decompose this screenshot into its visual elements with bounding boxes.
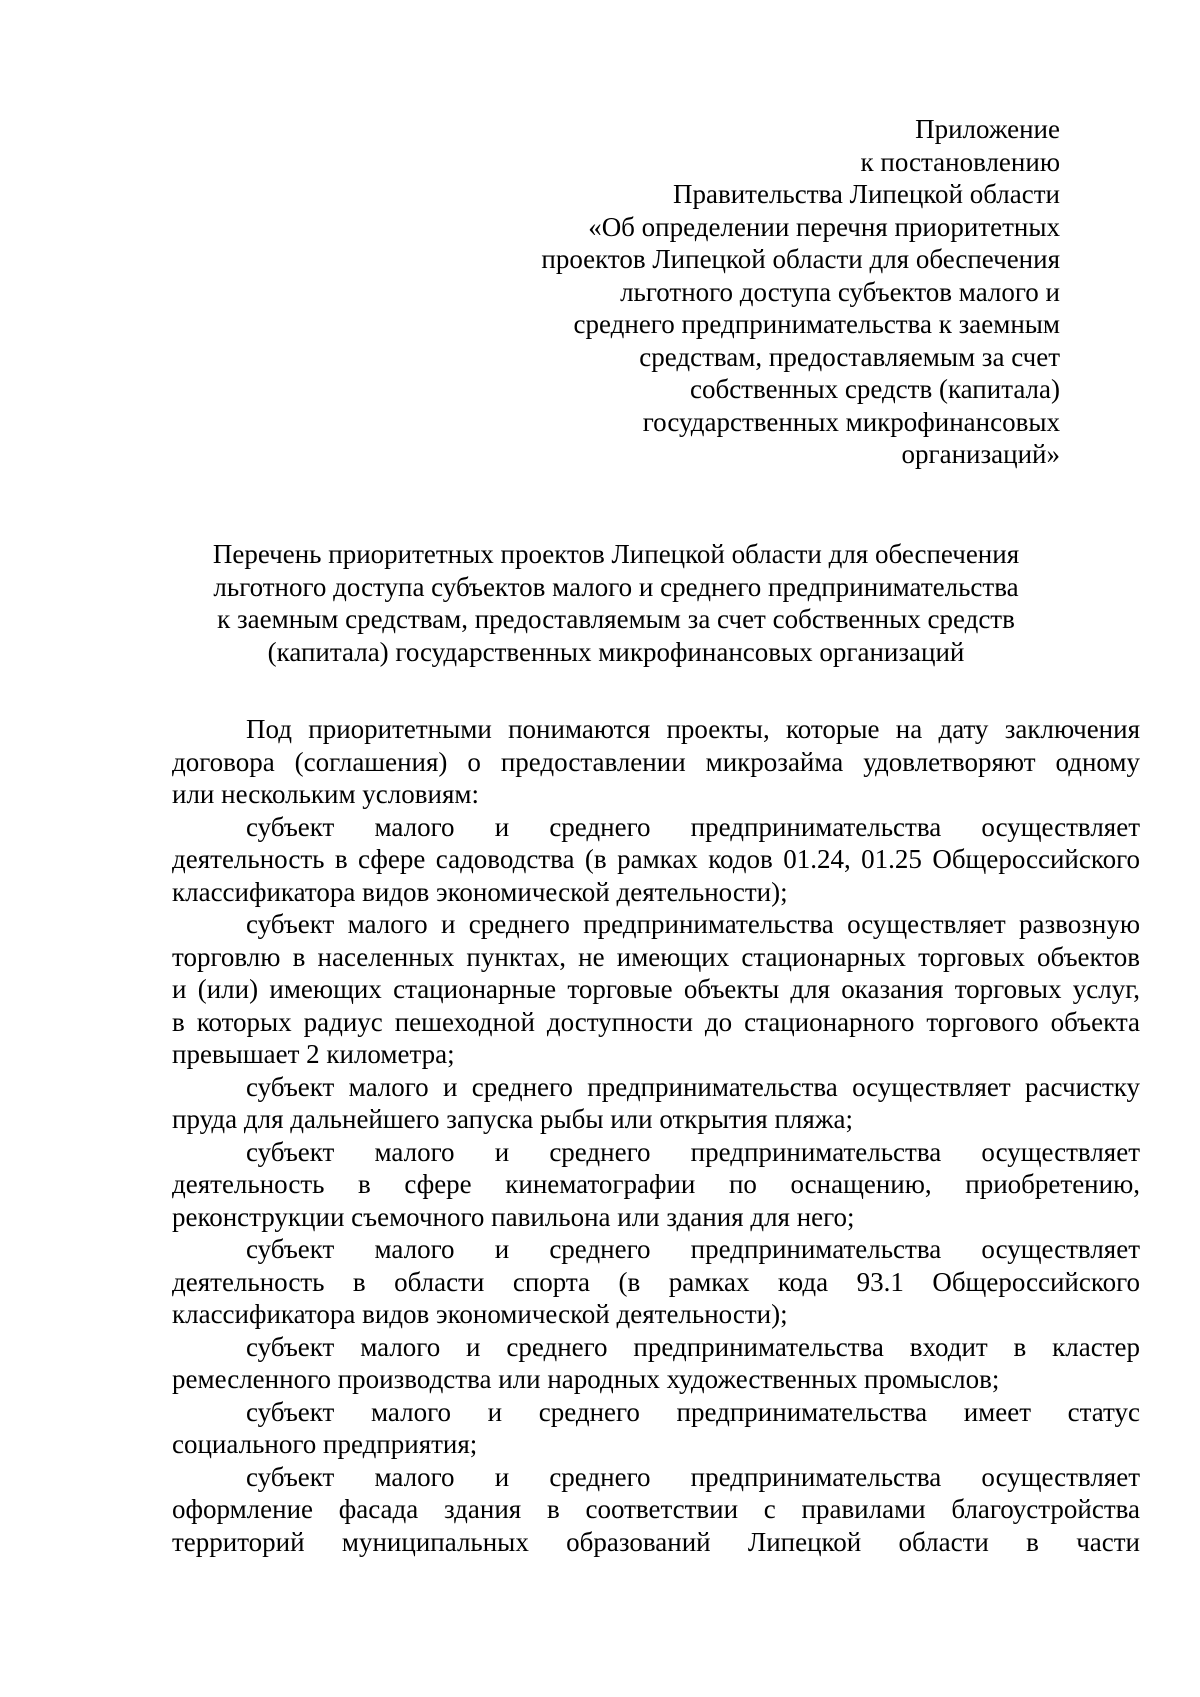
appendix-line: проектов Липецкой области для обеспечения <box>541 244 1060 274</box>
appendix-line: к постановлению <box>860 146 1060 177</box>
body-line: Под приоритетными понимаются проекты, которые на дату заключения <box>246 714 1140 744</box>
body-line: торговлю в населенных пунктах, не имеющих стационарных торговых объектов <box>172 941 1140 972</box>
condition-item <box>172 1233 1140 1331</box>
document-title <box>172 538 1060 668</box>
document-body <box>172 713 1140 1558</box>
appendix-header <box>500 113 1060 471</box>
body-line: субъект малого и среднего предпринимательства входит в кластер <box>246 1331 1140 1362</box>
body-line: субъект малого и среднего предпринимательства осуществляет <box>246 1461 1140 1492</box>
body-line: деятельность в сфере кинематографии по оснащению, приобретению, <box>172 1169 1140 1199</box>
body-line: субъект малого и среднего предпринимательства осуществляет <box>246 1136 1140 1167</box>
condition-item <box>172 908 1140 1071</box>
body-line: классификатора видов экономической деятельности); <box>172 876 788 907</box>
condition-item <box>172 1461 1140 1559</box>
appendix-line: «Об определении перечня приоритетных <box>588 211 1060 242</box>
title-line: Перечень приоритетных проектов Липецкой области для обеспечения <box>212 539 1020 569</box>
appendix-line: Приложение <box>915 114 1060 144</box>
appendix-line: среднего предпринимательства к заемным <box>573 309 1060 339</box>
body-line: или нескольким условиям: <box>172 779 479 809</box>
appendix-line: организаций» <box>901 439 1060 469</box>
body-line: договора (соглашения) о предоставлении микрозайма удовлетворяют одному <box>172 746 1140 777</box>
body-line: в которых радиус пешеходной доступности до стационарного торгового объекта <box>172 1006 1140 1037</box>
appendix-line: государственных микрофинансовых <box>642 406 1060 437</box>
condition-item <box>172 1396 1140 1461</box>
body-line: деятельность в области спорта (в рамках кода 93.1 Общероссийского <box>172 1266 1140 1297</box>
title-line: льготного доступа субъектов малого и среднего предпринимательства <box>213 571 1019 602</box>
body-line: ремесленного производства или народных художественных промыслов; <box>172 1364 1000 1394</box>
body-line: субъект малого и среднего предпринимательства осуществляет развозную <box>246 909 1140 939</box>
condition-item <box>172 1136 1140 1234</box>
condition-item <box>172 1331 1140 1396</box>
body-line: субъект малого и среднего предпринимательства осуществляет <box>246 811 1140 842</box>
body-line: и (или) имеющих стационарные торговые объекты для оказания торговых услуг, <box>172 974 1140 1004</box>
body-line: субъект малого и среднего предпринимательства имеет статус <box>246 1396 1140 1427</box>
body-line: деятельность в сфере садоводства (в рамках кодов 01.24, 01.25 Общероссийского <box>172 844 1140 874</box>
body-line: пруда для дальнейшего запуска рыбы или открытия пляжа; <box>172 1104 853 1134</box>
appendix-line: собственных средств (капитала) <box>689 374 1060 404</box>
body-line: субъект малого и среднего предпринимательства осуществляет <box>246 1234 1140 1264</box>
body-line: оформление фасада здания в соответствии с правилами благоустройства <box>172 1494 1140 1524</box>
body-line: субъект малого и среднего предпринимательства осуществляет расчистку <box>246 1071 1140 1102</box>
condition-item <box>172 1071 1140 1136</box>
appendix-line: льготного доступа субъектов малого и <box>620 276 1060 307</box>
body-line: превышает 2 километра; <box>172 1039 455 1069</box>
body-line: территорий муниципальных образований Липецкой области в части <box>172 1526 1140 1557</box>
title-line: к заемным средствам, предоставляемым за счет собственных средств <box>217 604 1015 634</box>
body-line: реконструкции съемочного павильона или здания для него; <box>172 1201 855 1232</box>
appendix-line: Правительства Липецкой области <box>672 179 1060 209</box>
body-line: классификатора видов экономической деятельности); <box>172 1299 788 1329</box>
appendix-line: средствам, предоставляемым за счет <box>639 341 1060 372</box>
condition-item <box>172 811 1140 909</box>
body-line: социального предприятия; <box>172 1429 478 1459</box>
paragraph-intro <box>172 713 1140 811</box>
title-line: (капитала) государственных микрофинансовых организаций <box>267 636 965 667</box>
